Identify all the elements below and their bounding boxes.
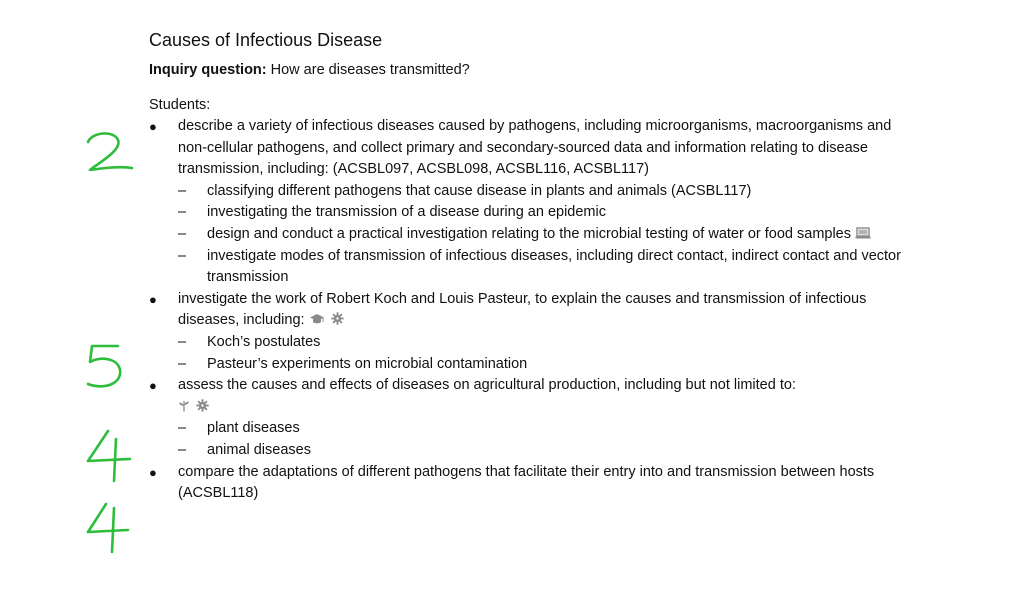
sub-item xyxy=(178,202,909,224)
dash: – xyxy=(178,247,187,264)
sub-text: design and conduct a practical investigation relating to the microbial testing of water or food samples xyxy=(207,225,851,242)
sub-text: animal diseases xyxy=(207,441,311,458)
sub-list xyxy=(178,418,909,461)
inquiry-text: How are diseases transmitted? xyxy=(270,62,470,78)
gear-icon xyxy=(196,400,209,414)
outcome-item xyxy=(149,289,909,375)
sub-item xyxy=(178,224,909,246)
sub-item xyxy=(178,181,909,203)
dash: – xyxy=(178,204,187,221)
handwritten-number-4 xyxy=(80,498,140,558)
computer-icon xyxy=(855,227,871,241)
outcome-text: describe a variety of infectious diseases caused by pathogens, including microorganisms, macroorganisms and non-cellular pathogens, and collect primary and secondary-sourced data and information relating to disease transmission, including: (ACSBL097, ACSBL098, ACSBL116, ACSBL117) xyxy=(178,118,892,178)
dash: – xyxy=(178,182,187,199)
document-body xyxy=(149,28,909,505)
sub-item xyxy=(178,418,909,440)
handwritten-number-2 xyxy=(80,128,140,178)
sub-text: Koch’s postulates xyxy=(207,333,321,350)
sub-item xyxy=(178,440,909,462)
sub-list xyxy=(178,332,909,375)
bullet-dot: ● xyxy=(149,291,157,307)
sub-list xyxy=(178,181,909,289)
page-title: Causes of Infectious Disease xyxy=(149,30,383,50)
sub-text: classifying different pathogens that cause disease in plants and animals (ACSBL117) xyxy=(207,182,752,199)
sub-item xyxy=(178,246,909,289)
sub-text: investigate modes of transmission of infectious diseases, including direct contact, indirect contact and vector transmission xyxy=(207,247,901,286)
plant-icon xyxy=(178,400,196,414)
sub-text: plant diseases xyxy=(207,420,300,437)
outcome-list xyxy=(149,116,909,505)
students-label: Students: xyxy=(149,97,211,113)
dash: – xyxy=(178,420,187,437)
outcome-text: investigate the work of Robert Koch and Louis Pasteur, to explain the causes and transmission of infectious diseases, including: xyxy=(178,290,867,329)
dash: – xyxy=(178,441,187,458)
dash: – xyxy=(178,355,187,372)
outcome-item xyxy=(149,375,909,461)
gear-icon xyxy=(331,313,344,327)
inquiry-question xyxy=(149,60,909,81)
bullet-dot: ● xyxy=(149,119,157,134)
bullet-dot: ● xyxy=(149,464,157,480)
outcome-text: assess the causes and effects of diseases on agricultural production, including but not limited to: xyxy=(178,377,796,394)
sub-item xyxy=(178,354,909,376)
outcome-text: compare the adaptations of different pathogens that facilitate their entry into and transmission between hosts (ACSBL118) xyxy=(178,463,875,502)
bullet-dot: ● xyxy=(149,378,157,394)
outcome-item xyxy=(149,116,909,289)
sub-text: investigating the transmission of a disease during an epidemic xyxy=(207,204,606,221)
dash: – xyxy=(178,333,187,350)
outcome-item xyxy=(149,462,909,505)
graduation-cap-icon xyxy=(309,313,331,327)
handwritten-number-4 xyxy=(80,425,140,485)
handwritten-number-5 xyxy=(80,340,140,395)
inquiry-label: Inquiry question: xyxy=(149,62,267,78)
sub-item xyxy=(178,332,909,354)
dash: – xyxy=(178,225,187,242)
sub-text: Pasteur’s experiments on microbial contamination xyxy=(207,355,528,372)
